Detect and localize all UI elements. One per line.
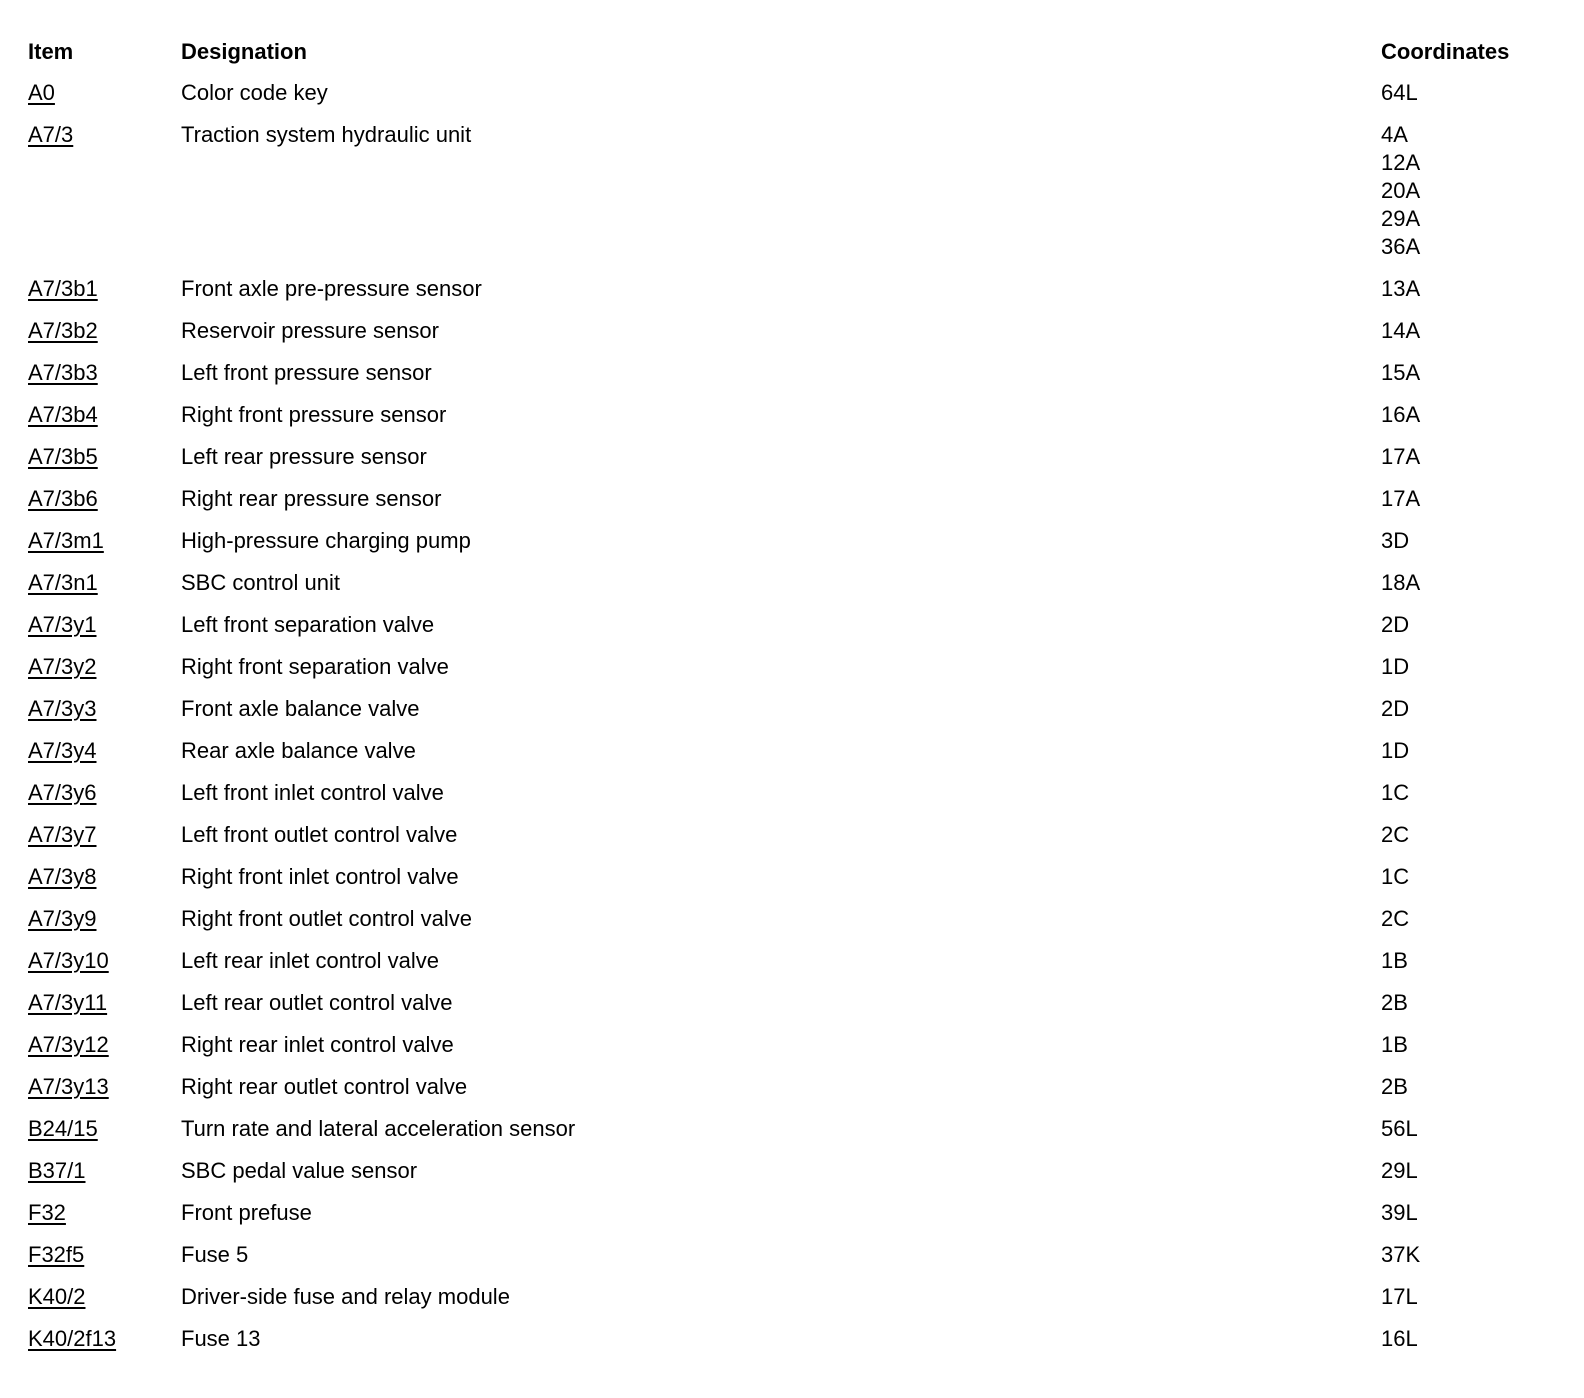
designation-cell: High-pressure charging pump — [181, 528, 471, 553]
table-row — [28, 437, 1558, 479]
designation-cell: Right rear pressure sensor — [181, 486, 442, 511]
coordinates-cell — [1381, 359, 1558, 387]
coordinates-cell — [1381, 317, 1558, 345]
coordinates-cell — [1381, 1031, 1558, 1059]
item-link[interactable]: A7/3b2 — [28, 318, 98, 343]
item-link[interactable]: A7/3y2 — [28, 654, 97, 679]
item-cell — [28, 359, 181, 387]
item-cell — [28, 1073, 181, 1101]
coordinates-cell — [1381, 1241, 1558, 1269]
item-link[interactable]: A7/3b4 — [28, 402, 98, 427]
designation-cell: Front prefuse — [181, 1200, 312, 1225]
item-cell — [28, 653, 181, 681]
coordinates-cell — [1381, 1325, 1558, 1353]
coordinate-value: 16L — [1381, 1326, 1418, 1351]
designation-cell: Front axle balance valve — [181, 696, 420, 721]
coordinates-cell — [1381, 905, 1558, 933]
table-row — [28, 1277, 1558, 1319]
designation-cell: Reservoir pressure sensor — [181, 318, 439, 343]
coordinate-value: 56L — [1381, 1116, 1418, 1141]
designation-cell: Left front outlet control valve — [181, 822, 458, 847]
table-row — [28, 1067, 1558, 1109]
coordinates-cell — [1381, 653, 1558, 681]
coordinate-value: 29A — [1381, 206, 1421, 231]
coordinate-value: 20A — [1381, 178, 1421, 203]
item-link[interactable]: K40/2f13 — [28, 1326, 117, 1351]
table-row — [28, 605, 1558, 647]
coordinate-value: 1B — [1381, 948, 1408, 973]
table-row — [28, 521, 1558, 563]
designation-cell: SBC control unit — [181, 570, 340, 595]
item-link[interactable]: A7/3b6 — [28, 486, 98, 511]
table-row — [28, 983, 1558, 1025]
item-cell — [28, 863, 181, 891]
coordinate-value: 36A — [1381, 234, 1421, 259]
item-cell — [28, 779, 181, 807]
item-cell — [28, 1241, 181, 1269]
item-cell — [28, 569, 181, 597]
table-row — [28, 479, 1558, 521]
item-link[interactable]: A7/3 — [28, 122, 74, 147]
table-row — [28, 1235, 1558, 1277]
item-cell — [28, 1031, 181, 1059]
item-link[interactable]: A7/3y1 — [28, 612, 97, 637]
designation-cell: Right front inlet control valve — [181, 864, 459, 889]
table-row — [28, 563, 1558, 605]
coordinate-value: 1D — [1381, 738, 1410, 763]
designation-cell: Right front separation valve — [181, 654, 449, 679]
coordinate-value: 13A — [1381, 276, 1421, 301]
item-link[interactable]: A7/3b3 — [28, 360, 98, 385]
item-cell — [28, 485, 181, 513]
coordinates-cell — [1381, 275, 1558, 303]
item-link[interactable]: A7/3m1 — [28, 528, 104, 553]
item-link[interactable]: A7/3y9 — [28, 906, 97, 931]
component-legend-table — [28, 33, 1558, 1361]
designation-cell: Left front separation valve — [181, 612, 435, 637]
item-link[interactable]: A7/3y4 — [28, 738, 97, 763]
item-link[interactable]: A7/3y3 — [28, 696, 97, 721]
coordinate-value: 2C — [1381, 822, 1410, 847]
coordinates-cell — [1381, 401, 1558, 429]
table-row — [28, 1109, 1558, 1151]
coordinate-value: 15A — [1381, 360, 1421, 385]
coordinate-value: 1C — [1381, 864, 1410, 889]
coordinate-value: 12A — [1381, 150, 1421, 175]
designation-cell: Turn rate and lateral acceleration sensor — [181, 1116, 576, 1141]
designation-cell: Left front inlet control valve — [181, 780, 444, 805]
item-cell — [28, 317, 181, 345]
coordinate-value: 2B — [1381, 990, 1408, 1015]
coordinate-value: 18A — [1381, 570, 1421, 595]
coordinate-value: 17A — [1381, 444, 1421, 469]
item-link[interactable]: A7/3y7 — [28, 822, 97, 847]
table-row — [28, 115, 1558, 269]
designation-cell: Left front pressure sensor — [181, 360, 432, 385]
table-row — [28, 731, 1558, 773]
coordinates-cell — [1381, 443, 1558, 471]
designation-cell: Left rear outlet control valve — [181, 990, 453, 1015]
coordinates-cell — [1381, 737, 1558, 765]
item-cell — [28, 1115, 181, 1143]
table-row — [28, 269, 1558, 311]
item-link[interactable]: A7/3b5 — [28, 444, 98, 469]
header-item: Item — [28, 39, 74, 64]
coordinate-value: 29L — [1381, 1158, 1418, 1183]
item-cell — [28, 905, 181, 933]
designation-cell: Right rear inlet control valve — [181, 1032, 454, 1057]
item-link[interactable]: A7/3y11 — [28, 990, 108, 1015]
designation-cell: Driver-side fuse and relay module — [181, 1284, 510, 1309]
table-row — [28, 647, 1558, 689]
coordinate-value: 39L — [1381, 1200, 1418, 1225]
item-link[interactable]: A7/3y10 — [28, 948, 109, 973]
coordinates-cell — [1381, 485, 1558, 513]
coordinate-value: 16A — [1381, 402, 1421, 427]
item-link[interactable]: B24/15 — [28, 1116, 98, 1141]
designation-cell: Fuse 5 — [181, 1242, 249, 1267]
coordinate-value: 14A — [1381, 318, 1421, 343]
item-link[interactable]: K40/2 — [28, 1284, 86, 1309]
item-link[interactable]: F32 — [28, 1200, 66, 1225]
coordinate-value: 2D — [1381, 696, 1410, 721]
item-cell — [28, 737, 181, 765]
item-link[interactable]: A7/3y12 — [28, 1032, 109, 1057]
coordinates-cell — [1381, 527, 1558, 555]
coordinates-cell — [1381, 1115, 1558, 1143]
table-row — [28, 1319, 1558, 1361]
item-link[interactable]: A7/3b1 — [28, 276, 98, 301]
coordinates-cell — [1381, 79, 1558, 107]
coordinates-cell — [1381, 1073, 1558, 1101]
item-cell — [28, 821, 181, 849]
table-row — [28, 815, 1558, 857]
designation-cell: Traction system hydraulic unit — [181, 122, 472, 147]
item-link[interactable]: A7/3y6 — [28, 780, 97, 805]
coordinates-cell — [1381, 947, 1558, 975]
coordinate-value: 1C — [1381, 780, 1410, 805]
coordinate-value: 2D — [1381, 612, 1410, 637]
coordinates-cell — [1381, 569, 1558, 597]
coordinates-cell — [1381, 1157, 1558, 1185]
table-row — [28, 899, 1558, 941]
coordinates-cell — [1381, 695, 1558, 723]
item-cell — [28, 1283, 181, 1311]
item-cell — [28, 79, 181, 107]
designation-cell: Fuse 13 — [181, 1326, 261, 1351]
item-cell — [28, 121, 181, 149]
header-coordinates: Coordinates — [1381, 39, 1510, 64]
designation-cell: Left rear pressure sensor — [181, 444, 427, 469]
coordinates-cell — [1381, 1199, 1558, 1227]
item-link[interactable]: A7/3y13 — [28, 1074, 109, 1099]
item-cell — [28, 527, 181, 555]
coordinates-cell — [1381, 989, 1558, 1017]
designation-cell: Color code key — [181, 80, 328, 105]
table-row — [28, 941, 1558, 983]
table-row — [28, 773, 1558, 815]
coordinate-value: 1B — [1381, 1032, 1408, 1057]
coordinate-value: 17L — [1381, 1284, 1418, 1309]
table-body — [28, 73, 1558, 1361]
coordinate-value: 4A — [1381, 122, 1408, 147]
item-cell — [28, 1325, 181, 1353]
table-row — [28, 73, 1558, 115]
item-cell — [28, 401, 181, 429]
coordinates-cell — [1381, 863, 1558, 891]
table-row — [28, 1193, 1558, 1235]
item-cell — [28, 1199, 181, 1227]
coordinates-cell — [1381, 611, 1558, 639]
coordinates-cell — [1381, 779, 1558, 807]
table-row — [28, 353, 1558, 395]
table-row — [28, 1151, 1558, 1193]
coordinate-value: 2B — [1381, 1074, 1408, 1099]
item-link[interactable]: F32f5 — [28, 1242, 85, 1267]
designation-cell: SBC pedal value sensor — [181, 1158, 418, 1183]
table-row — [28, 689, 1558, 731]
coordinate-value: 2C — [1381, 906, 1410, 931]
item-link[interactable]: A7/3y8 — [28, 864, 97, 889]
item-link[interactable]: A0 — [28, 80, 55, 105]
coordinate-value: 37K — [1381, 1242, 1421, 1267]
item-link[interactable]: B37/1 — [28, 1158, 86, 1183]
item-cell — [28, 947, 181, 975]
coordinate-value: 3D — [1381, 528, 1410, 553]
table-row — [28, 857, 1558, 899]
item-cell — [28, 1157, 181, 1185]
header-designation: Designation — [181, 39, 307, 64]
designation-cell: Right front outlet control valve — [181, 906, 473, 931]
coordinates-cell — [1381, 1283, 1558, 1311]
designation-cell: Front axle pre-pressure sensor — [181, 276, 482, 301]
item-cell — [28, 443, 181, 471]
item-cell — [28, 989, 181, 1017]
designation-cell: Rear axle balance valve — [181, 738, 416, 763]
designation-cell: Left rear inlet control valve — [181, 948, 440, 973]
item-cell — [28, 275, 181, 303]
designation-cell: Right front pressure sensor — [181, 402, 447, 427]
coordinate-value: 17A — [1381, 486, 1421, 511]
coordinates-cell — [1381, 821, 1558, 849]
item-cell — [28, 611, 181, 639]
item-link[interactable]: A7/3n1 — [28, 570, 98, 595]
coordinate-value: 64L — [1381, 80, 1418, 105]
table-row — [28, 1025, 1558, 1067]
coordinate-value: 1D — [1381, 654, 1410, 679]
table-header — [28, 33, 1558, 73]
table-row — [28, 311, 1558, 353]
designation-cell: Right rear outlet control valve — [181, 1074, 468, 1099]
item-cell — [28, 695, 181, 723]
coordinates-cell — [1381, 121, 1558, 261]
table-row — [28, 395, 1558, 437]
